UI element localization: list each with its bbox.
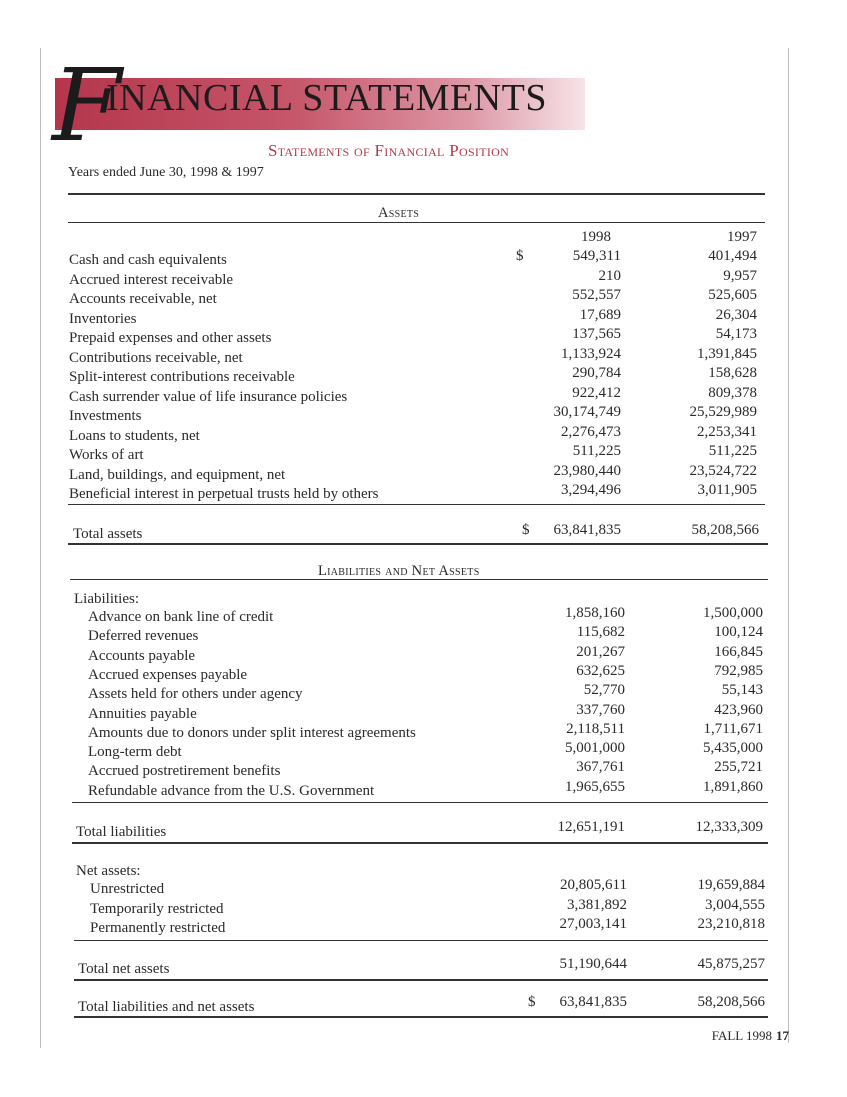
total-assets-1998: 63,841,835 [553, 522, 621, 538]
total-assets-1997: 58,208,566 [691, 522, 759, 538]
page-title: INANCIAL STATEMENTS [106, 77, 547, 119]
liability-row-label: Long-term debt [88, 744, 182, 761]
asset-row-1997: 26,304 [715, 306, 757, 323]
assets-top-rule [68, 193, 765, 195]
asset-row-1997: 809,378 [708, 384, 757, 401]
net-assets-total-rule [74, 940, 768, 941]
total-liabilities-net-1998: 63,841,835 [559, 994, 627, 1010]
asset-row-1998: 290,784 [572, 365, 621, 381]
asset-row-1997: 158,628 [708, 365, 757, 381]
total-liabilities-1997: 12,333,309 [695, 819, 763, 835]
assets-total-rule [68, 504, 765, 505]
left-margin-line [40, 48, 41, 1048]
column-header-1998: 1998 [581, 229, 611, 245]
net-assets-label: Net assets: [76, 863, 141, 879]
column-header-1997: 1997 [727, 229, 757, 245]
asset-row-label: Works of art [69, 447, 144, 463]
liability-row-1997: 423,960 [714, 701, 763, 718]
liability-row-1997: 55,143 [721, 682, 763, 699]
net-assets-bottom-rule [74, 979, 768, 981]
total-assets-dollar: $ [522, 522, 530, 538]
liability-row-label: Accrued expenses payable [88, 666, 248, 683]
liability-row-1998: 115,682 [576, 624, 625, 641]
total-liabilities-net-label: Total liabilities and net assets [78, 999, 255, 1015]
liabilities-label: Liabilities: [74, 591, 139, 607]
asset-row-1998: 511,225 [572, 443, 621, 459]
asset-row-1998: 549,311 [572, 248, 621, 264]
page-footer [712, 1028, 789, 1044]
net-asset-row-label: Unrestricted [90, 881, 165, 897]
liability-row-1998: 1,965,655 [565, 778, 625, 795]
years-line: Years ended June 30, 1998 & 1997 [68, 165, 264, 180]
net-asset-row-1998: 20,805,611 [560, 877, 627, 893]
footer-season: FALL 1998 [711, 1028, 772, 1043]
net-asset-row-1998: 27,003,141 [559, 916, 627, 932]
asset-row-label: Accounts receivable, net [69, 291, 217, 307]
liability-row-1997: 1,891,860 [703, 778, 763, 795]
title-initial: F [52, 47, 122, 164]
asset-row-1998: 137,565 [572, 326, 621, 342]
asset-row-1997: 525,605 [708, 287, 757, 303]
assets-bottom-rule [68, 543, 768, 545]
liability-row-1998: 367,761 [576, 759, 625, 776]
asset-row-1998: 552,557 [572, 287, 621, 303]
total-liabilities-label: Total liabilities [76, 824, 167, 840]
net-asset-row-1997: 19,659,884 [697, 877, 765, 893]
asset-row-1997: 2,253,341 [697, 423, 757, 440]
asset-row-1997: 401,494 [708, 248, 757, 264]
total-assets-label: Total assets [73, 526, 143, 542]
net-asset-row-label: Temporarily restricted [90, 900, 224, 917]
asset-row-1997: 25,529,989 [689, 404, 757, 420]
asset-row-1998: 1,133,924 [561, 345, 621, 362]
asset-row-1997: 23,524,722 [689, 462, 757, 479]
total-net-assets-label: Total net assets [78, 961, 170, 977]
assets-heading: Assets [378, 205, 420, 221]
liability-row-label: Accrued postretirement benefits [88, 763, 281, 780]
asset-row-1998: 922,412 [572, 384, 621, 401]
liabilities-heading: Liabilities and Net Assets [318, 563, 480, 579]
asset-row-1997: 54,173 [715, 326, 757, 342]
total-net-assets-1998: 51,190,644 [559, 956, 627, 972]
liabilities-total-rule [72, 802, 768, 803]
liability-row-label: Accounts payable [88, 647, 196, 664]
liability-row-label: Assets held for others under agency [88, 686, 303, 703]
asset-row-1998: 23,980,440 [553, 462, 621, 479]
net-asset-row-1997: 3,004,555 [705, 896, 765, 913]
asset-row-1997: 3,011,905 [697, 482, 757, 498]
asset-row-label: Loans to students, net [69, 427, 200, 444]
asset-row-1998: 17,689 [579, 306, 621, 323]
asset-row-label: Cash and cash equivalents [69, 252, 227, 268]
liability-row-1998: 201,267 [576, 643, 625, 660]
asset-row-1997: 9,957 [723, 267, 757, 284]
liability-row-1998: 2,118,511 [566, 720, 625, 737]
asset-row-label: Cash surrender value of life insurance policies [69, 388, 348, 405]
asset-row-label: Prepaid expenses and other assets [69, 330, 272, 346]
asset-row-label: Split-interest contributions receivable [69, 369, 295, 385]
net-asset-row-1998: 3,381,892 [567, 896, 627, 913]
asset-row-label: Contributions receivable, net [69, 349, 243, 366]
net-asset-row-1997: 23,210,818 [697, 916, 765, 932]
liability-row-label: Deferred revenues [88, 628, 199, 645]
total-liabilities-net-dollar: $ [528, 994, 536, 1010]
liabilities-heading-rule [70, 579, 768, 580]
asset-row-label: Beneficial interest in perpetual trusts held by others [69, 486, 379, 502]
liability-row-1997: 1,500,000 [703, 605, 763, 621]
liability-row-label: Amounts due to donors under split interest agreements [88, 724, 416, 741]
liability-row-label: Refundable advance from the U.S. Government [88, 782, 375, 799]
liability-row-1997: 5,435,000 [703, 740, 763, 757]
liability-row-label: Advance on bank line of credit [88, 609, 274, 625]
liability-row-1997: 100,124 [714, 624, 763, 641]
asset-row-1997: 1,391,845 [697, 345, 757, 362]
asset-row-1997: 511,225 [708, 443, 757, 459]
footer-page-number: 17 [776, 1028, 789, 1043]
liability-row-1997: 1,711,671 [703, 720, 763, 737]
statement-title: Statements of Financial Position [268, 141, 510, 160]
total-net-assets-1997: 45,875,257 [697, 956, 765, 972]
liability-row-1998: 337,760 [576, 701, 625, 718]
assets-heading-rule [68, 222, 765, 223]
liability-row-1998: 5,001,000 [565, 740, 625, 757]
total-liabilities-net-1997: 58,208,566 [697, 994, 765, 1010]
asset-row-label: Inventories [69, 310, 137, 327]
asset-row-label: Accrued interest receivable [69, 271, 234, 288]
liability-row-1998: 1,858,160 [565, 605, 625, 621]
liability-row-1998: 52,770 [583, 682, 625, 699]
asset-row-1998: 3,294,496 [561, 482, 621, 498]
asset-row-label: Land, buildings, and equipment, net [69, 466, 286, 483]
asset-row-1998: 210 [598, 267, 621, 284]
asset-row-label: Investments [69, 408, 142, 424]
net-asset-row-label: Permanently restricted [90, 920, 226, 936]
liability-row-1997: 166,845 [714, 643, 763, 660]
liabilities-bottom-rule [72, 842, 768, 844]
liability-row-label: Annuities payable [88, 705, 197, 722]
asset-row-1998: 30,174,749 [553, 404, 621, 420]
liability-row-1997: 792,985 [714, 662, 763, 679]
asset-row-1998: 2,276,473 [561, 423, 621, 440]
cash-dollar-sign: $ [516, 248, 524, 264]
liability-row-1997: 255,721 [714, 759, 763, 776]
final-bottom-rule [74, 1016, 768, 1018]
total-liabilities-1998: 12,651,191 [557, 819, 625, 835]
liability-row-1998: 632,625 [576, 662, 625, 679]
right-margin-line [788, 48, 789, 1043]
